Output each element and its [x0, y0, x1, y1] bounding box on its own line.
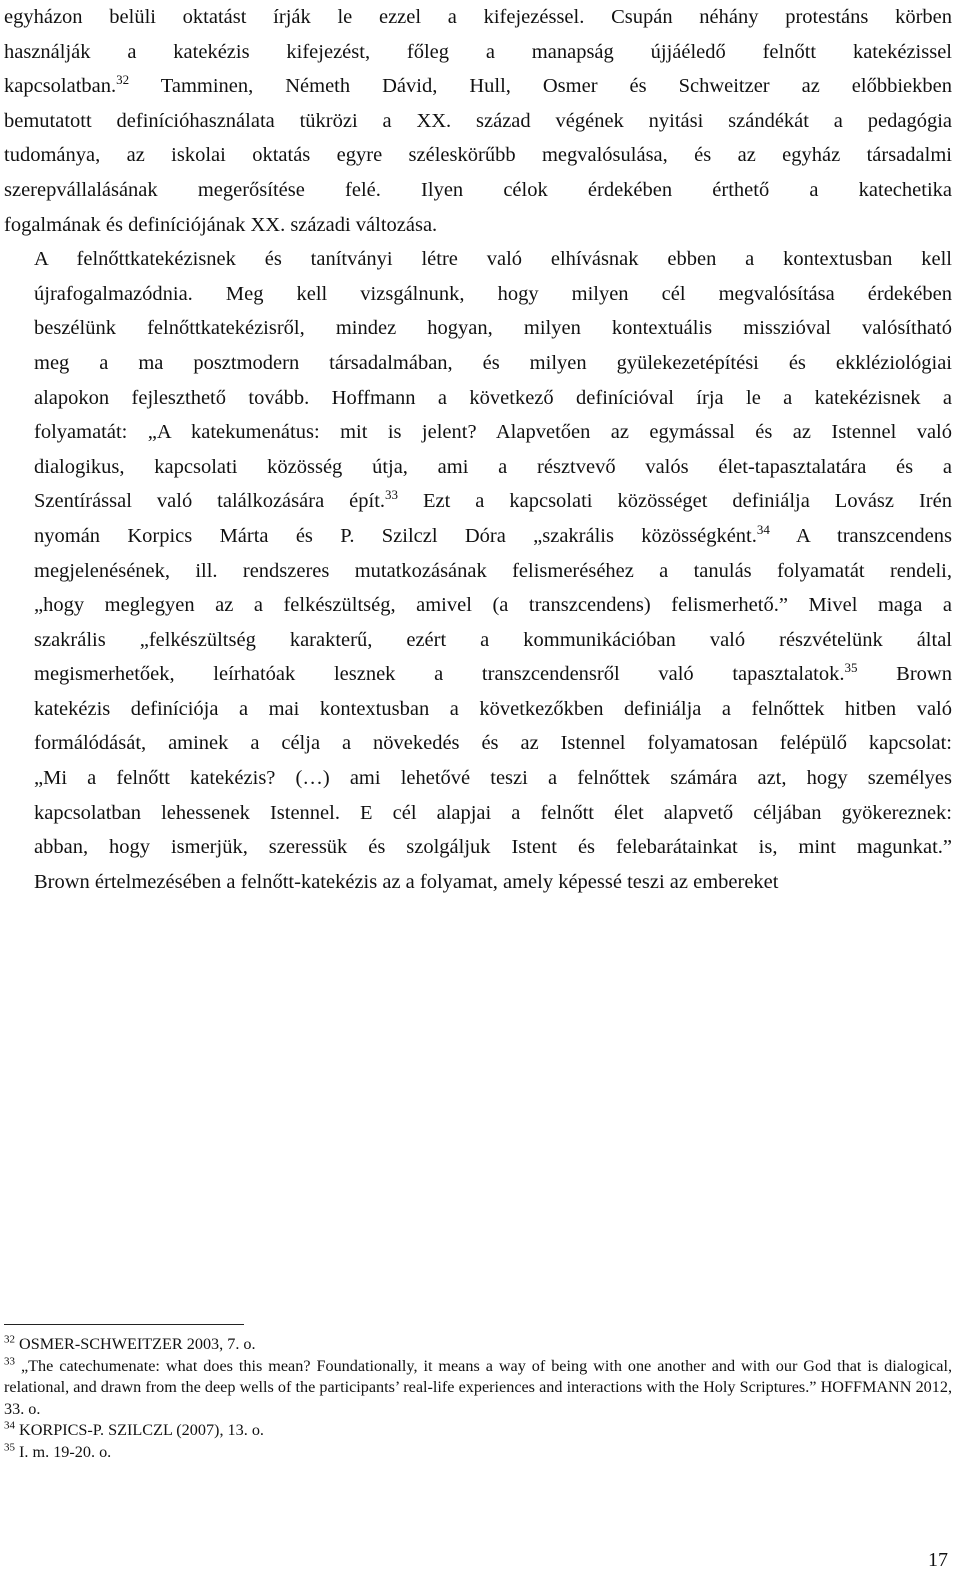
- footnote-separator: [4, 1324, 244, 1325]
- footnote: [4, 1334, 952, 1356]
- footnote-number: 33: [4, 1355, 15, 1368]
- text-line: [4, 692, 952, 727]
- footnote-reference: 34: [756, 522, 770, 538]
- text-line: [4, 588, 952, 623]
- text-line: [4, 657, 952, 692]
- text-run: folyamatát: „A katekumenátus: mit is jelent? Alapvetően az egymással és az Istennel való: [34, 421, 952, 444]
- text-line: [4, 0, 952, 35]
- footnote-number: 35: [4, 1441, 15, 1454]
- text-line: [4, 35, 952, 70]
- text-run: A felnőttkatekézisnek és tanítványi létre való elhívásnak ebben a kontextusban kell: [34, 248, 952, 271]
- footnote-reference: 32: [116, 72, 130, 88]
- text-line: [4, 242, 952, 277]
- paragraph: [4, 242, 952, 899]
- footnote: [4, 1356, 952, 1421]
- text-run: beszélünk felnőttkatekézisről, mindez hogyan, milyen kontextuális misszióval valósítható: [34, 317, 952, 340]
- text-run: „Mi a felnőtt katekézis? (…) ami lehetővé teszi a felnőttek számára azt, hogy személyes: [34, 767, 952, 790]
- footnote-text: I. m. 19-20. o.: [15, 1442, 112, 1461]
- text-run: megjelenésének, ill. rendszeres mutatkozásának felismeréséhez a tanulás folyamatát rendeli,: [34, 559, 952, 582]
- footnotes: [4, 1334, 952, 1464]
- text-line: [4, 865, 952, 900]
- text-run: Tamminen, Németh Dávid, Hull, Osmer és Schweitzer az előbbiekben: [129, 75, 952, 98]
- text-line: [4, 311, 952, 346]
- text-line: [4, 346, 952, 381]
- text-run: meg a ma posztmodern társadalmában, és milyen gyülekezetépítési és ekkléziológiai: [34, 351, 952, 374]
- text-run: megismerhetőek, leírhatóak lesznek a transzcendensről való tapasztalatok.: [34, 663, 845, 686]
- text-line: [4, 173, 952, 208]
- text-run: nyomán Korpics Márta és P. Szilczl Dóra „szakrális közösségként.: [34, 524, 757, 547]
- footnote-text: OSMER-SCHWEITZER 2003, 7. o.: [15, 1335, 256, 1353]
- text-run: abban, hogy ismerjük, szeressük és szolgáljuk Istent és felebarátainkat is, mint magunkat.”: [34, 836, 952, 859]
- footnote-number: 32: [4, 1333, 15, 1346]
- page-number: 17: [928, 1549, 948, 1571]
- text-line: [4, 208, 952, 243]
- footnote: [4, 1442, 952, 1464]
- text-line: [4, 138, 952, 173]
- text-line: [4, 830, 952, 865]
- text-run: fogalmának és definíciójának XX. századi változása.: [4, 213, 438, 236]
- text-run: újrafogalmazódnia. Meg kell vizsgálnunk, hogy milyen cél megvalósítása érdekében: [34, 282, 952, 305]
- text-run: tudománya, az iskolai oktatás egyre széleskörűbb megvalósulása, és az egyház társadalmi: [4, 144, 952, 167]
- text-line: [4, 623, 952, 658]
- text-run: szakrális „felkészültség karakterű, ezért a kommunikációban való részvételünk által: [34, 628, 952, 651]
- text-run: alapokon fejleszthető tovább. Hoffmann a következő definícióval írja le a katekézisnek a: [34, 386, 952, 409]
- text-run: szerepvállalásának megerősítése felé. Ilyen célok érdekében érthető a katechetika: [4, 178, 952, 201]
- text-run: Brown értelmezésében a felnőtt-katekézis az a folyamat, amely képessé teszi az embereket: [34, 870, 779, 893]
- footnote-reference: 33: [385, 487, 399, 503]
- text-line: [4, 554, 952, 589]
- footnote-number: 34: [4, 1419, 15, 1432]
- text-line: [4, 277, 952, 312]
- text-run: Brown: [857, 663, 952, 686]
- text-run: A transzcendens: [769, 524, 952, 547]
- text-run: katekézis definíciója a mai kontextusban a következőkben definiálja a felnőttek hitben való: [34, 697, 952, 720]
- text-run: bemutatott definícióhasználata tükrözi a XX. század végének nyitási szándékát a pedagógia: [4, 109, 952, 132]
- text-run: kapcsolatban lehessenek Istennel. E cél alapjai a felnőtt élet alapvető céljában gyökereznek:: [34, 801, 952, 824]
- body-text: [4, 0, 952, 899]
- text-line: [4, 69, 952, 104]
- paragraph: [4, 0, 952, 242]
- text-line: [4, 519, 952, 554]
- text-line: [4, 104, 952, 139]
- text-run: formálódását, aminek a célja a növekedés és az Istennel folyamatosan felépülő kapcsolat:: [34, 732, 952, 755]
- text-run: kapcsolatban.: [4, 75, 117, 98]
- text-run: Ezt a kapcsolati közösséget definiálja Lovász Irén: [398, 490, 952, 513]
- text-line: [4, 484, 952, 519]
- footnote: [4, 1420, 952, 1442]
- text-run: egyházon belüli oktatást írják le ezzel a kifejezéssel. Csupán néhány protestáns körben: [4, 6, 952, 28]
- footnote-text: „The catechumenate: what does this mean? Foundationally, it means a way of being with one another and with our God that is dialogical, relational, and drawn from the deep wells of the participants’ real-life experiences and interactions with the Holy Scriptures.” HOFFMANN 2012, 33. o.: [4, 1356, 952, 1418]
- text-run: használják a katekézis kifejezést, főleg a manapság újjáéledő felnőtt katekézissel: [4, 40, 952, 63]
- text-run: Szentírással való találkozására épít.: [34, 490, 386, 513]
- text-run: dialogikus, kapcsolati közösség útja, ami a résztvevő valós élet-tapasztalatára és a: [34, 455, 952, 478]
- text-line: [4, 726, 952, 761]
- text-line: [4, 761, 952, 796]
- text-run: „hogy meglegyen az a felkészültség, amivel (a transzcendens) felismerhető.” Mivel maga a: [34, 594, 952, 617]
- text-line: [4, 450, 952, 485]
- footnote-text: KORPICS-P. SZILCZL (2007), 13. o.: [15, 1421, 264, 1440]
- text-line: [4, 415, 952, 450]
- text-line: [4, 381, 952, 416]
- footnote-reference: 35: [844, 660, 858, 676]
- text-line: [4, 796, 952, 831]
